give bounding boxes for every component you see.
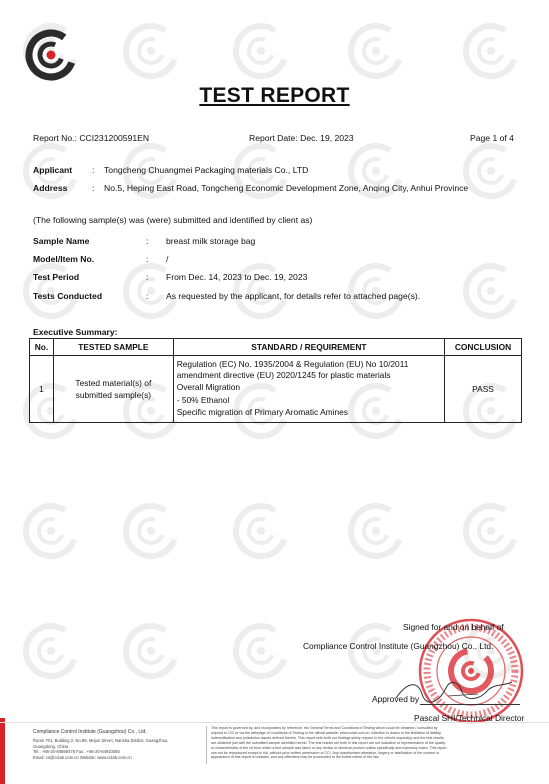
- cci-watermark-icon: [230, 620, 292, 682]
- cci-watermark-icon: [120, 20, 182, 82]
- cci-watermark-icon: [460, 20, 522, 82]
- summary-heading: Executive Summary:: [33, 327, 118, 337]
- report-number: Report No.: CCI231200591EN: [33, 133, 150, 143]
- signing-company: Compliance Control Institute (Guangzhou) Co., Ltd.: [303, 641, 494, 651]
- address-colon: :: [92, 183, 95, 193]
- address-label: Address: [33, 183, 68, 193]
- column-header: STANDARD / REQUIREMENT: [173, 339, 444, 356]
- cci-watermark-icon: [230, 20, 292, 82]
- cci-watermark-icon: [20, 500, 82, 562]
- table-row: [30, 356, 522, 423]
- signed-for-text: Signed for and on behalf of: [403, 622, 504, 632]
- address-value: No.5, Heping East Road, Tongcheng Economic Development Zone, Anqing City, Anhui Province: [104, 183, 469, 193]
- standard-cell: [173, 356, 444, 423]
- footer-address: Room 701, Building 2, No.89, Mojun Street, Nansha District, Guangzhou, Guangdong, China Tel.: +86-20-84890478 Fax.: +86-20-84910060 Email: cs@cclab.com.cn Website: www.cclab.com.cn: [33, 738, 169, 760]
- signature-line: [420, 704, 520, 705]
- cci-watermark-icon: [120, 500, 182, 562]
- cci-watermark-icon: [20, 620, 82, 682]
- sample-name-value: breast milk storage bag: [166, 236, 256, 246]
- applicant-value: Tongcheng Chuangmei Packaging materials Co., LTD: [104, 165, 309, 175]
- footer-company: Compliance Control Institute (Guangzhou) Co., Ltd.: [33, 729, 147, 735]
- standard-ethanol: - 50% Ethanol: [176, 394, 230, 405]
- footer-disclaimer: This report is governed by, and incorporates by reference, the General Terms and Conditions of Testing which could be obtained / consulted by request to CCI or via the webpage of Conditions of Testing in the official website: www.cclab.com.cn. Attention is drawn to the limitation of liability, indemnification and jurisdiction issues defined therein. This report sets forth our findings solely respect to the client's request(s) and the test results are obtained just with the submitted sample identified herein. The test results set forth in this report are not indicative or representative of the quality or characteristics of the lot from which a test sample was taken or any similar or identical product unless specifically and expressly noted. This report can not be reproduced except in full, without prior written permission of CCI. Any unauthorized alteration, forgery or falsification of the content or appearance of this report is unlawful, and any offenders may be prosecuted to the fullest extent of the law.: [211, 726, 447, 760]
- column-header: CONCLUSION: [445, 339, 522, 356]
- approved-by-label: Approved by: [372, 694, 420, 704]
- table-header-row: [30, 339, 522, 356]
- company-seal-stamp: [417, 617, 525, 725]
- page-number: Page 1 of 4: [470, 133, 514, 143]
- test-period-value: From Dec. 14, 2023 to Dec. 19, 2023: [166, 272, 308, 282]
- applicant-colon: :: [92, 165, 95, 175]
- column-header: No.: [30, 339, 54, 356]
- tested-sample: Tested material(s) of submitted sample(s): [53, 356, 173, 423]
- test-period-label: Test Period: [33, 272, 80, 282]
- standard-specific-migration: Specific migration of Primary Aromatic Amines: [176, 407, 348, 417]
- summary-table: [29, 338, 522, 423]
- cci-watermark-icon: [460, 260, 522, 322]
- approver-name: Pascal SHI/Technical Director: [414, 713, 525, 723]
- page-title: TEST REPORT: [199, 84, 350, 107]
- cci-logo-icon: [24, 28, 78, 82]
- standard-overall-migration: Overall Migration: [176, 382, 241, 392]
- sample-name-label: Sample Name: [33, 236, 90, 246]
- column-header: TESTED SAMPLE: [53, 339, 173, 356]
- footer-accent-bar: [0, 718, 5, 784]
- cci-watermark-icon: [345, 500, 407, 562]
- intro-text: (The following sample(s) was (were) submitted and identified by client as): [33, 215, 313, 225]
- footer-separator: [206, 726, 207, 764]
- cci-watermark-icon: [460, 140, 522, 202]
- footer-divider: [0, 722, 549, 723]
- model-colon: :: [146, 254, 149, 264]
- conclusion: PASS: [445, 356, 522, 423]
- model-value: /: [166, 254, 169, 264]
- cci-watermark-icon: [460, 500, 522, 562]
- tests-conducted-colon: :: [146, 291, 149, 301]
- cci-watermark-icon: [345, 20, 407, 82]
- applicant-label: Applicant: [33, 165, 73, 175]
- model-label: Model/Item No.: [33, 254, 95, 264]
- tests-conducted-value: As requested by the applicant, for details refer to attached page(s).: [166, 291, 421, 301]
- test-period-colon: :: [146, 272, 149, 282]
- report-date: Report Date: Dec. 19, 2023: [249, 133, 354, 143]
- row-number: 1: [30, 356, 54, 423]
- tests-conducted-label: Tests Conducted: [33, 291, 103, 301]
- standard-regulation: Regulation (EC) No. 1935/2004 & Regulation (EU) No 10/2011 amendment directive (EU) 2020/1245 for plastic materials: [176, 359, 409, 380]
- cci-watermark-icon: [230, 500, 292, 562]
- cci-watermark-icon: [120, 620, 182, 682]
- cci-watermark-icon: [345, 620, 407, 682]
- sample-name-colon: :: [146, 236, 149, 246]
